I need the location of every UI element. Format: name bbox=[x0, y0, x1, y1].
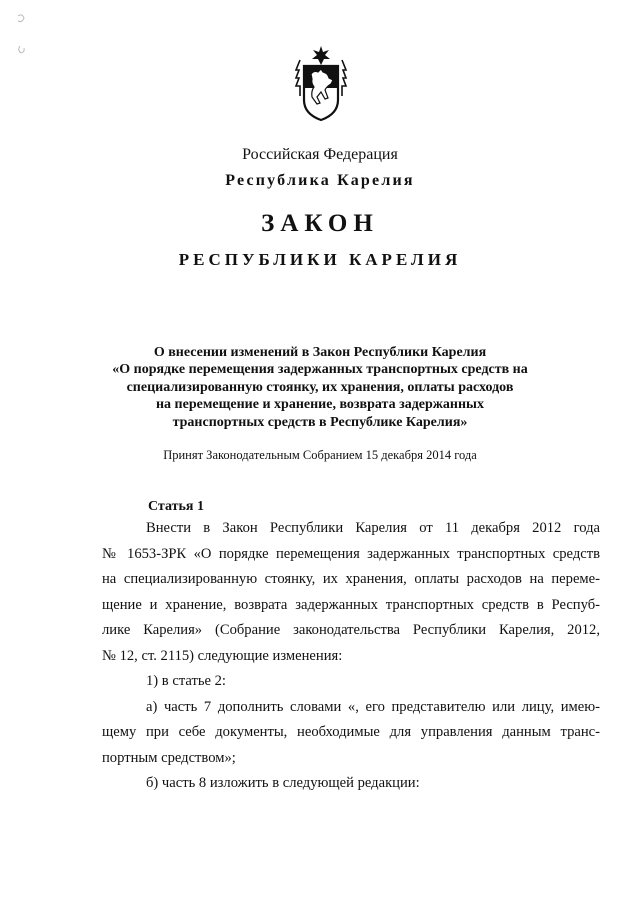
karelia-coat-of-arms-icon bbox=[294, 44, 348, 124]
article-line: а) часть 7 дополнить словами «, его представителю или лицу, имею- bbox=[146, 698, 600, 715]
law-title-line: на перемещение и хранение, возврата задержанных bbox=[155, 397, 484, 413]
article-line: щему при себе документы, необходимые для управления данным транс- bbox=[102, 724, 600, 740]
republic-name: Республика Карелия bbox=[225, 172, 415, 189]
document-type: ЗАКОН bbox=[261, 210, 379, 237]
article-line: б) часть 8 изложить в следующей редакции: bbox=[146, 775, 420, 791]
article-body bbox=[102, 516, 600, 797]
adoption-note: Принят Законодательным Собранием 15 декабря 2014 года bbox=[163, 448, 477, 462]
law-title-line: О внесении изменений в Закон Республики Карелия bbox=[153, 345, 487, 360]
article-line: на специализированную стоянку, их хранения, оплаты расходов на переме- bbox=[102, 571, 600, 587]
issuing-authority: РЕСПУБЛИКИ КАРЕЛИЯ bbox=[178, 250, 462, 269]
article-heading: Статья 1 bbox=[148, 499, 204, 514]
scan-marks bbox=[12, 10, 32, 60]
law-title-line: транспортных средств в Республике Карелия» bbox=[172, 414, 468, 430]
article-line: № 1653-ЗРК «О порядке перемещения задержанных транспортных средств bbox=[102, 545, 600, 562]
article-line: 1) в статье 2: bbox=[146, 673, 226, 689]
article-line: лике Карелия» (Собрание законодательства Республики Карелия, 2012, bbox=[102, 622, 600, 638]
article-line: Внести в Закон Республики Карелия от 11 декабря 2012 года bbox=[146, 520, 600, 536]
article-line: щение и хранение, возврата задержанных транспортных средств в Респуб- bbox=[102, 596, 600, 613]
article-line: портным средством»; bbox=[102, 749, 236, 766]
law-title-line: «О порядке перемещения задержанных транспортных средств на bbox=[112, 362, 528, 378]
law-title-line: специализированную стоянку, их хранения, оплаты расходов bbox=[126, 379, 514, 395]
law-title bbox=[0, 344, 640, 431]
article-line: № 12, ст. 2115) следующие изменения: bbox=[102, 647, 343, 664]
country-name: Российская Федерация bbox=[242, 146, 398, 163]
